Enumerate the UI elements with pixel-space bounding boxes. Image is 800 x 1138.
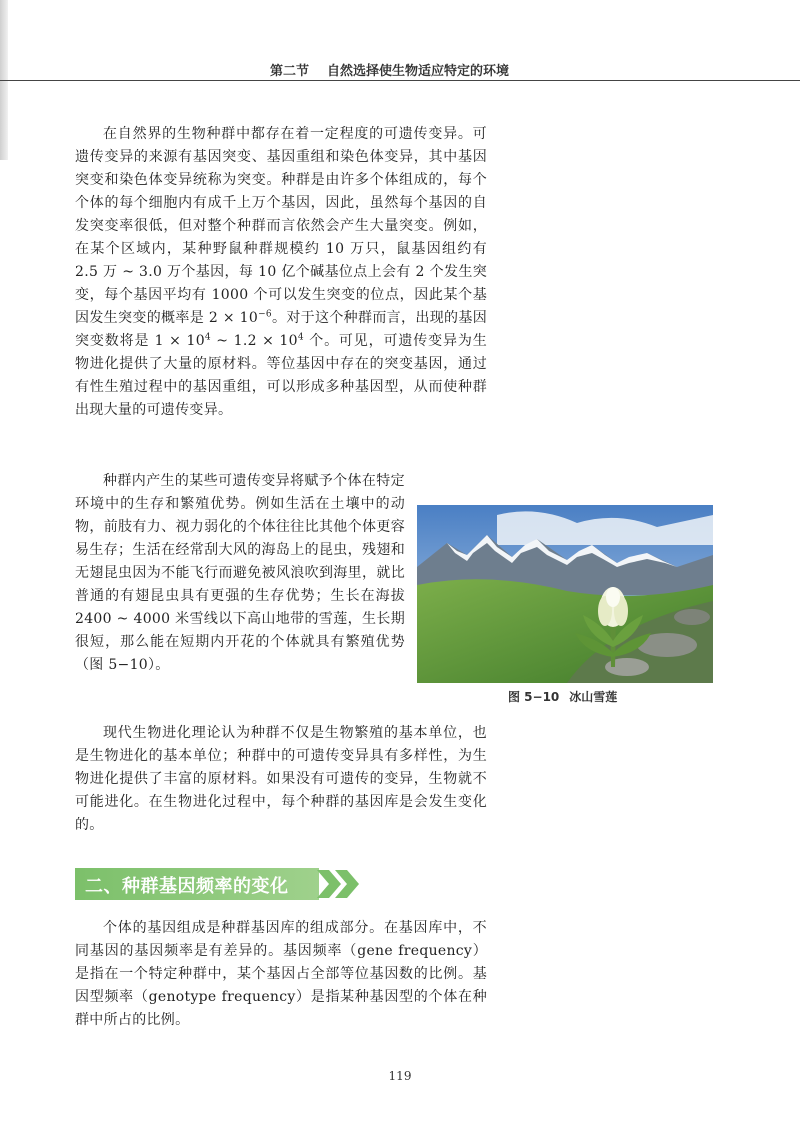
figure-caption-text: 冰山雪莲 — [569, 690, 618, 704]
p1-exponent-2: 4 — [204, 332, 211, 343]
running-header — [270, 60, 509, 79]
figure-label: 图 5−10 — [508, 690, 560, 704]
paragraph-4 — [75, 917, 487, 1032]
section-heading-title: 二、种群基因频率的变化 — [85, 876, 289, 897]
double-chevron-icon — [315, 868, 365, 900]
paragraph-2 — [75, 470, 405, 677]
p1-exponent-3: 4 — [297, 332, 304, 343]
p4-text: 个体的基因组成是种群基因库的组成部分。在基因库中，不同基因的基因频率是有差异的。基因频率（gene frequency）是指在一个特定种群中，某个基因占全部等位基因数的比例。基因型频率（genotype frequency）是指某种基因型的个体在种群中所占的比例。 — [75, 920, 487, 1028]
p3-text: 现代生物进化理论认为种群不仅是生物繁殖的基本单位，也是生物进化的基本单位；种群中的可遗传变异具有多样性，为生物进化提供了丰富的原材料。如果没有可遗传的变异，生物就不可能进化。在生物进化过程中，每个种群的基因库是会发生变化的。 — [75, 725, 487, 833]
p2-text: 种群内产生的某些可遗传变异将赋予个体在特定环境中的生存和繁殖优势。例如生活在土壤中的动物，前肢有力、视力弱化的个体往往比其他个体更容易生存；生活在经常刮大风的海岛上的昆虫，残翅和无翅昆虫因为不能飞行而避免被风浪吹到海里，就比普通的有翅昆虫具有更强的生存优势；生长在海拔 2400 ~ 4000 米雪线以下高山地带的雪莲，生长期很短，那么能在短期内开花的个体就具有繁殖优势（图 5−10）。 — [75, 473, 405, 673]
p1-exponent-1: −6 — [258, 309, 272, 320]
p1-text-d: 个。可见，可遗传变异为生物进化提供了大量的原材料。等位基因中存在的突变基因，通过有性生殖过程中的基因重组，可以形成多种基因型，从而使种群出现大量的可遗传变异。 — [75, 333, 487, 418]
p1-text-c: ~ 1.2 × 10 — [210, 333, 298, 349]
snow-lotus-illustration — [417, 505, 713, 683]
paragraph-3 — [75, 722, 487, 837]
header-section-title: 自然选择使生物适应特定的环境 — [327, 64, 510, 79]
header-section-number: 第二节 — [270, 64, 310, 79]
page-number: 119 — [388, 1069, 412, 1083]
figure-snow-lotus-photo — [417, 505, 713, 683]
header-rule — [0, 80, 800, 81]
section-heading — [75, 868, 355, 900]
paragraph-1 — [75, 123, 487, 422]
figure-caption — [508, 688, 617, 705]
p1-text-b: 。对于这个种群而言，出现的基因突变数将是 1 × 10 — [75, 310, 488, 349]
p1-text-a: 在自然界的生物种群中都存在着一定程度的可遗传变异。可遗传变异的来源有基因突变、基因重组和染色体变异，其中基因突变和染色体变异统称为突变。种群是由许多个体组成的，每个个体的每个细胞内有成千上万个基因，因此，虽然每个基因的自发突变率很低，但对整个种群而言依然会产生大量突变。例如，在某个区域内，某种野鼠种群规模约 10 万只，鼠基因组约有 2.5 万 ~ 3.0 万个基因，每 10 亿个碱基位点上会有 2 个发生突变，每个基因平均有 1000 个可以发生突变的位点，因此某个基因发生突变的概率是 2 × 10 — [75, 126, 487, 326]
